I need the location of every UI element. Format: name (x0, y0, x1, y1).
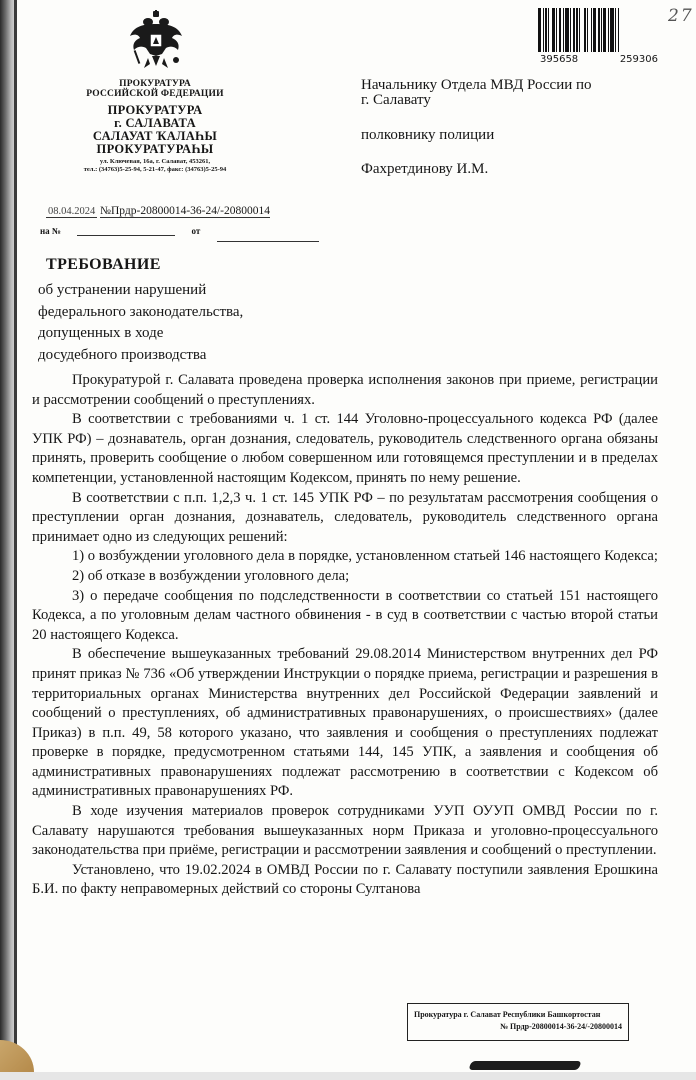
from-date-blank (217, 241, 319, 242)
subtitle-line: досудебного производства (38, 346, 207, 363)
subtitle-line: федерального законодательства, (38, 303, 244, 320)
body-paragraph: В соответствии с п.п. 1,2,3 ч. 1 ст. 145 УПК РФ – по результатам рассмотрения сообщения о преступлении орган дознания, дознаватель, следователь, руководитель следственного органа принимает одно из следующих решений: (32, 489, 658, 545)
body-paragraph: Установлено, что 19.02.2024 в ОМВД России по г. Салавату поступили заявления Ерошкина Б.И. по факту неправомерных действий со стороны Султанова (32, 861, 658, 898)
decision-list-item: 1) о возбуждении уголовного дела в порядке, установленном статьей 146 настоящего Кодекса; (72, 548, 658, 565)
in-reply-label: на № (40, 226, 61, 236)
addressee-line: г. Салавату (361, 92, 431, 108)
body-paragraph: В ходе изучения материалов проверок сотрудниками УУП ОУУП ОМВД России по г. Салавату нарушаются требования вышеуказанных норм Приказа и уголовно-процессуального законодательства при приёме, регистрации и рассмотрении заявления и сообщений о преступлении. (32, 803, 658, 859)
document-body (32, 371, 658, 900)
russian-coat-of-arms-icon (126, 10, 186, 72)
subtitle-line: допущенных в ходе (38, 325, 164, 341)
stamp-number: № Прдр-20800014-36-24/-20800014 (500, 1022, 622, 1032)
org-name-line: ПРОКУРАТУРА (107, 102, 203, 117)
org-name-line: САЛАУАТ ҠАЛАҺЫ (92, 129, 218, 144)
addressee-name: Фахретдинову И.М. (361, 161, 489, 177)
handwritten-page-number: 27 (668, 6, 694, 26)
binding-edge (14, 0, 17, 1072)
outgoing-reference (46, 205, 270, 217)
subtitle-line: об устранении нарушений (38, 282, 207, 298)
addressee-line: Начальнику Отдела МВД России по (361, 77, 592, 93)
org-phones: тел.: (34763)5-25-94, 5-21-47, факс: (34763)5-25-94 (83, 166, 227, 174)
org-name-line: ПРОКУРАТУРА (119, 79, 191, 89)
barcode-gap (619, 8, 620, 52)
from-label: от (191, 226, 201, 236)
decision-list-item: 2) об отказе в возбуждении уголовного дела; (72, 567, 350, 584)
registration-stamp (407, 1003, 629, 1041)
incoming-reference (40, 226, 319, 236)
barcode-right-digits: 259306 (619, 54, 658, 65)
body-paragraph: В соответствии с требованиями ч. 1 ст. 144 Уголовно-процессуального кодекса РФ (далее УПК РФ) – дознаватель, орган дознания, следователь, руководитель следственного органа обязаны принять, проверить сообщение о любом совершенном или готовящемся преступлении и в пределах компетенции, установленной настоящим Кодексом, принять по нему решение. (32, 411, 658, 486)
org-address: ул. Ключевая, 16а, г. Салават, 453261, (99, 158, 211, 166)
document-number: Прдр-20800014-36-24/-20800014 (110, 205, 271, 217)
body-paragraph: В обеспечение вышеуказанных требований 29.08.2014 Министерством внутренних дел РФ принят приказ № 736 «Об утверждении Инструкции о порядке приема, регистрации и разрешения в территориальных органах Министерства внутренних дел Российской Федерации заявлений и сообщений о преступлениях, об административных правонарушениях, о происшествиях» (далее Приказ) в п.п. 49, 58 которого указано, что заявления и сообщения о преступлениях подлежат проверке в порядке, предусмотренном статьями 144, 145 УПК, а заявления и сообщения об административных правонарушениях подлежат рассмотрению в соответствии с Кодексом об административных правонарушениях РФ. (32, 646, 658, 800)
number-sign: № (100, 205, 111, 217)
org-name-line: ПРОКУРАТУРАҺЫ (96, 142, 214, 157)
scan-shadow (468, 1061, 581, 1070)
stamp-org: Прокуратура г. Салават Республики Башкортостан (414, 1010, 601, 1019)
paper-corner (0, 1040, 34, 1072)
document-subtitle (38, 280, 243, 366)
document-date: 08.04.2024 (48, 206, 96, 217)
decision-list-item: 3) о передаче сообщения по подследственности в соответствии со статьей 151 настоящего Кодекса, а по уголовным делам частного обвинения - в суд в соответствии с частью второй статьи 20 настоящего Кодекса. (32, 587, 658, 643)
body-paragraph: Прокуратурой г. Салавата проведена проверка исполнения законов при приеме, регистрации и рассмотрении сообщений о преступлениях. (32, 372, 658, 408)
org-name-line: г. САЛАВАТА (114, 116, 196, 131)
org-name-line: РОССИЙСКОЙ ФЕДЕРАЦИИ (86, 88, 224, 99)
barcode-left-digits: 395658 (540, 54, 579, 65)
addressee-rank: полковнику полиции (361, 127, 495, 143)
document-title: ТРЕБОВАНИЕ (46, 256, 161, 273)
barcode-bars (538, 8, 660, 52)
barcode (538, 8, 660, 65)
in-reply-number-blank (77, 235, 175, 236)
background-strip (0, 1072, 696, 1080)
sender-letterhead (60, 80, 250, 174)
addressee-block (361, 78, 691, 177)
